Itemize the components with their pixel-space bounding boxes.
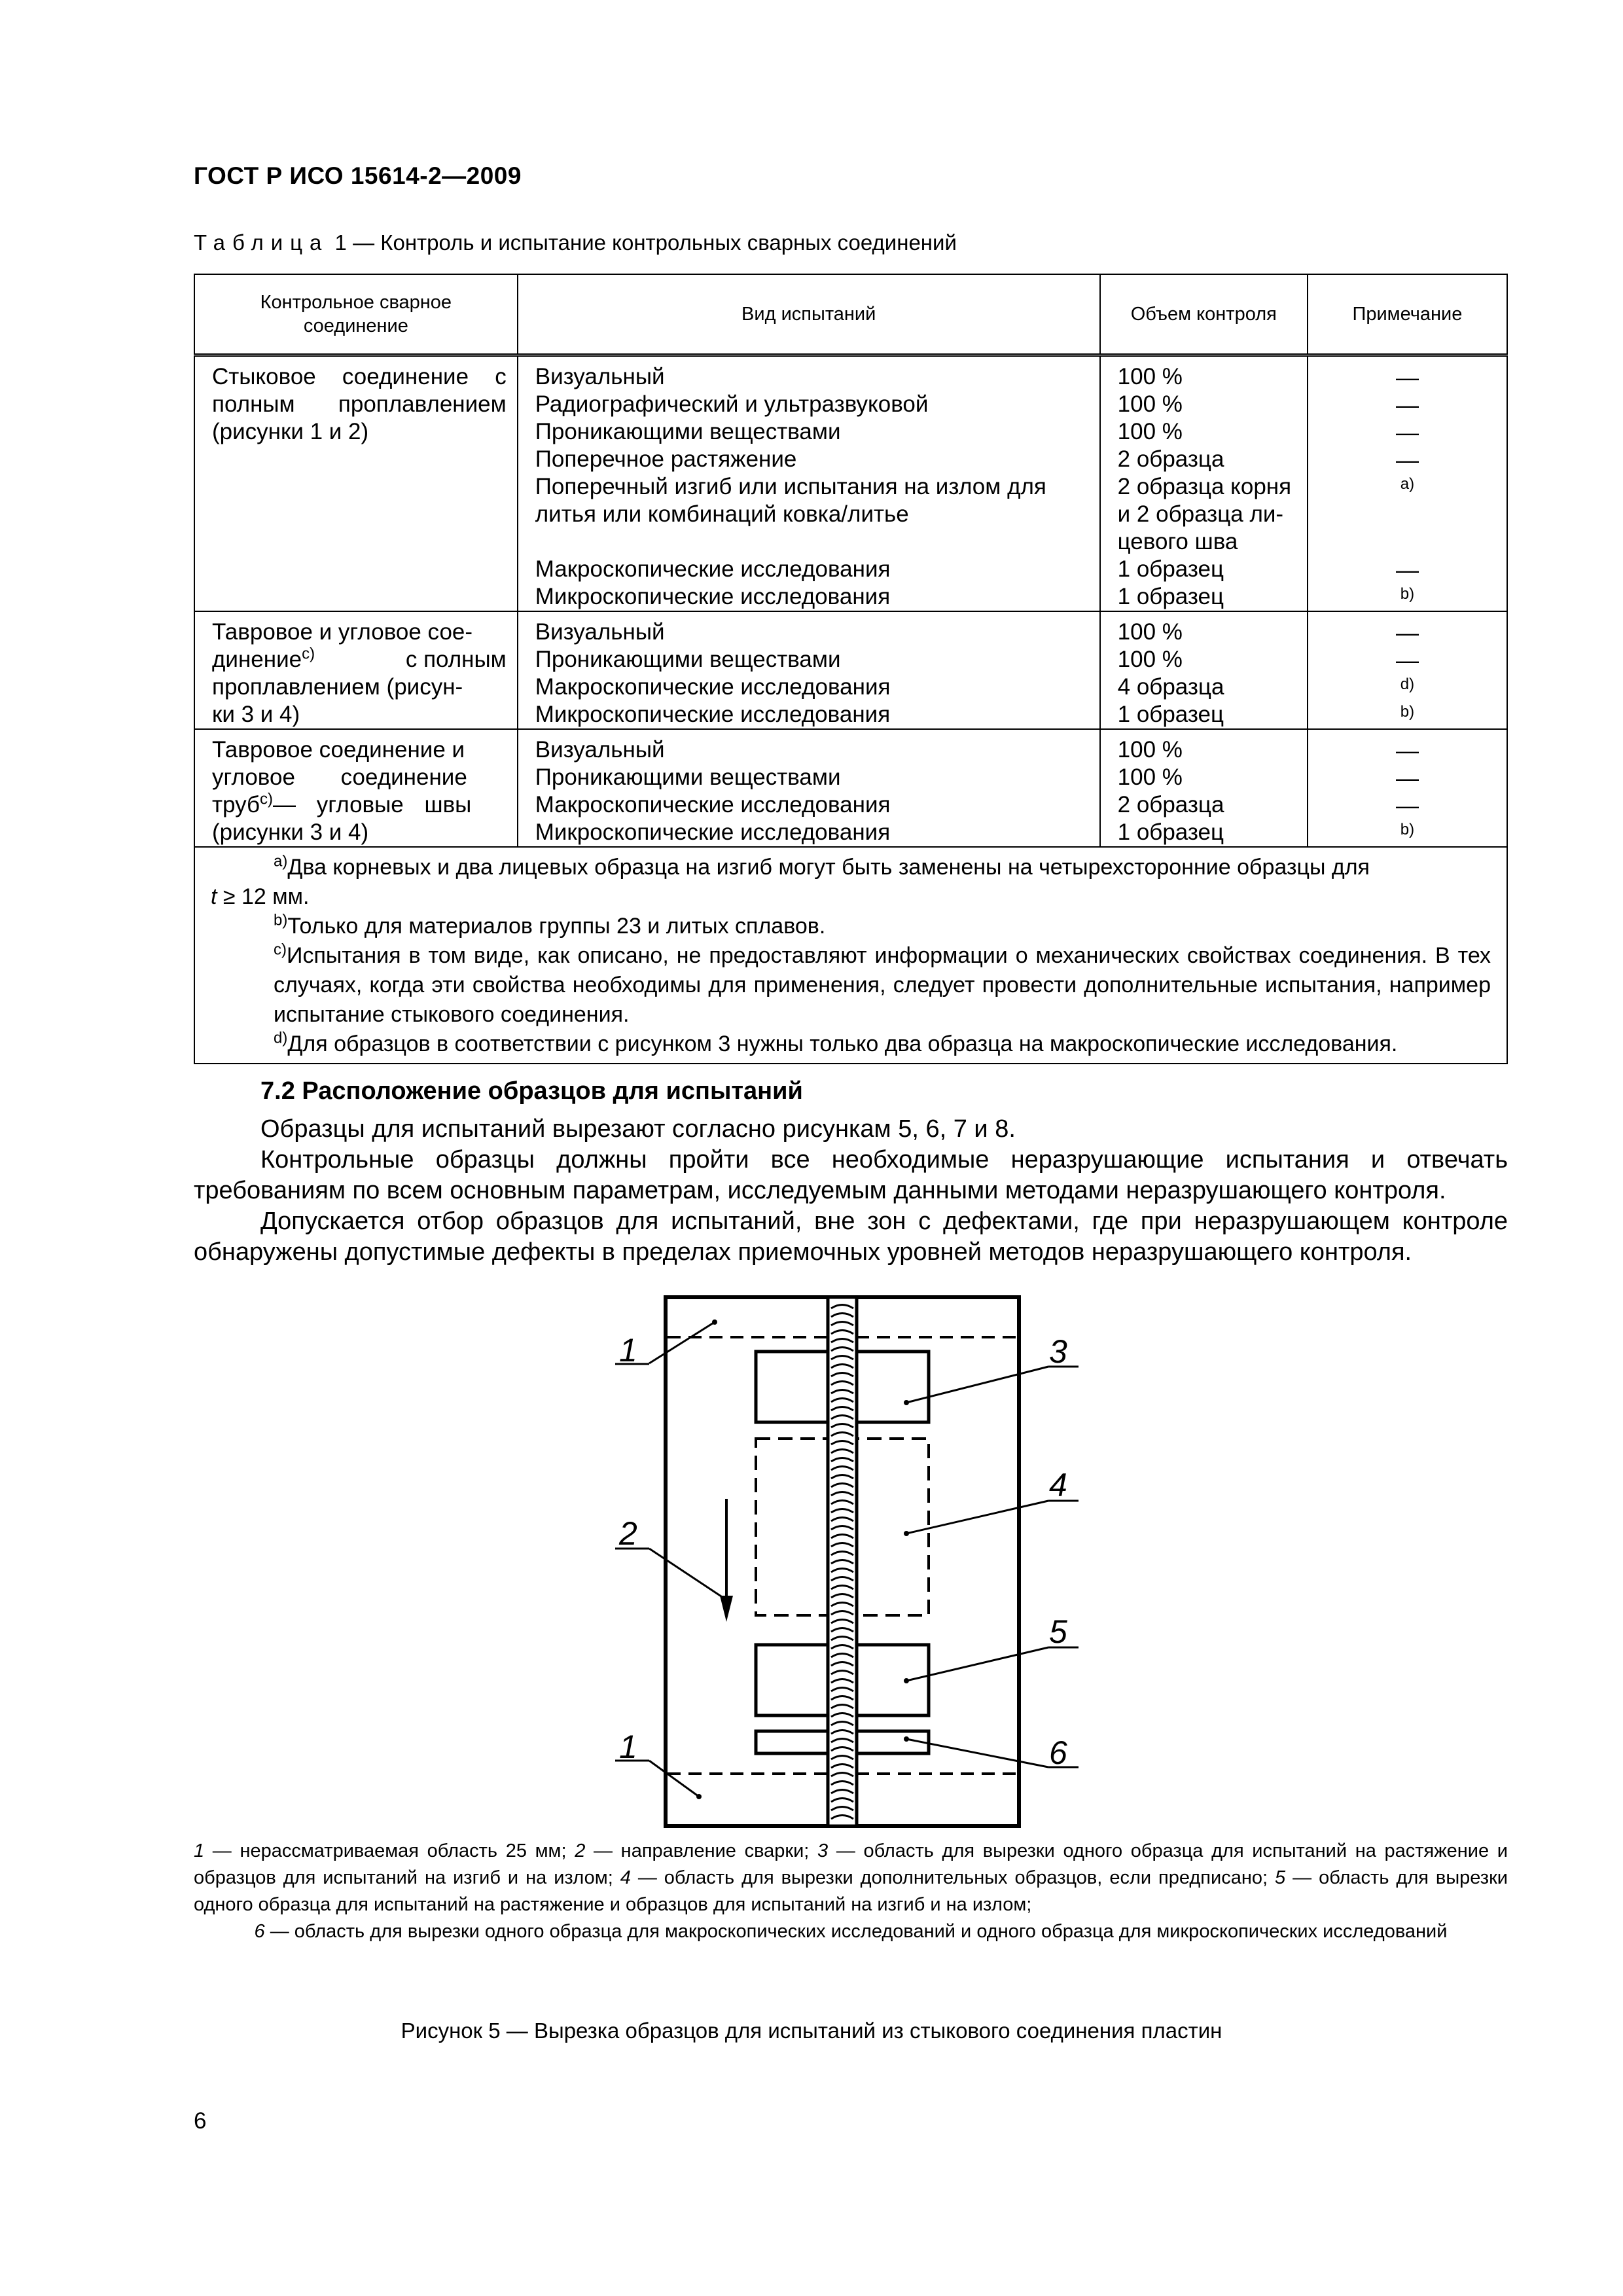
volume-item: 2 образца <box>1117 446 1224 472</box>
joint-text: динение <box>212 647 302 672</box>
volume-item: 100 % <box>1117 419 1183 444</box>
volume-item: 1 образец <box>1117 584 1224 609</box>
leader-dot <box>712 1319 717 1325</box>
joint-line: Тавровое и угловое сое- <box>212 619 473 645</box>
test-item: Макроскопические исследования <box>535 792 891 817</box>
legend-num: 6 <box>254 1921 265 1942</box>
test-item: Проникающими веществами <box>535 764 841 790</box>
page-number: 6 <box>194 2108 207 2134</box>
footnote-ref: c) <box>302 645 315 663</box>
legend-text: — область для вырезки дополнительных образцов, если предписано; <box>630 1867 1275 1888</box>
note-item: — <box>1395 393 1419 418</box>
volume-item: и 2 образца ли- <box>1117 501 1284 527</box>
test-item: Микроскопические исследования <box>535 819 891 845</box>
joint-line: (рисунки 3 и 4) <box>212 819 369 845</box>
footnote-text: Два корневых и два лицевых образца на изгиб могут быть заменены на четырехсторонние образцы для <box>287 855 1370 880</box>
note-item: — <box>1395 793 1419 819</box>
volume-item: 2 образца корня <box>1117 474 1292 499</box>
table-caption-prefix: Таблица <box>194 230 329 255</box>
paragraph: Допускается отбор образцов для испытаний, вне зон с дефектами, где при неразрушающем контроле обнаружены допустимые дефекты в пределах приемочных уровней методов неразрушающего контроля. <box>194 1208 1508 1266</box>
note-item: — <box>1395 648 1419 673</box>
label-3: 3 <box>1049 1333 1067 1370</box>
legend-text: — нерассматриваемая область 25 мм; <box>204 1840 575 1861</box>
volume-item: цевого шва <box>1117 529 1238 554</box>
legend-num: 5 <box>1275 1867 1286 1888</box>
volume-item: 100 % <box>1117 647 1183 672</box>
legend-num: 1 <box>194 1840 205 1861</box>
label-1-top: 1 <box>619 1332 637 1369</box>
note-item: b) <box>1400 821 1415 838</box>
footnote-var: t <box>211 884 217 909</box>
note-item: a) <box>1400 475 1415 493</box>
legend-text: — область для вырезки одного образца для испытаний на растяжение и образцов для испытаний на изгиб и на излом; <box>194 1867 1508 1915</box>
paragraph: Контрольные образцы должны пройти все необходимые неразрушающие испытания и отвечать требованиям по всем основным параметрам, исследуемым данными методами неразрушающего контроля. <box>194 1146 1508 1204</box>
volume-item: 100 % <box>1117 391 1183 417</box>
volume-item: 1 образец <box>1117 702 1224 727</box>
joint-text: труб <box>212 792 260 817</box>
test-item: Проникающими веществами <box>535 419 841 444</box>
legend-text: — область для вырезки одного образца для испытаний на растяжение и образцов для испытаний на изгиб и на излом; <box>194 1840 1508 1888</box>
label-2: 2 <box>619 1515 637 1552</box>
header-note: Примечание <box>1308 274 1507 355</box>
note-item: — <box>1395 420 1419 446</box>
note-item: b) <box>1400 585 1415 603</box>
legend-text: — область для вырезки одного образца для макроскопических исследований и одного образца для микроскопических исследований <box>264 1921 1448 1942</box>
legend-num: 4 <box>620 1867 631 1888</box>
document-header: ГОСТ Р ИСО 15614-2—2009 <box>194 162 522 189</box>
footnote-mark: b) <box>274 911 288 929</box>
note-item: — <box>1395 365 1419 391</box>
volume-item: 1 образец <box>1117 819 1224 845</box>
label-6: 6 <box>1049 1734 1067 1771</box>
label-1-bottom: 1 <box>619 1729 637 1765</box>
footnote-text: Испытания в том виде, как описано, не предоставляют информации о механических свойствах соединения. В тех случаях, когда эти свойства необходимы для применения, следует провести дополнительные испытания, например испытание стыкового соединения. <box>274 943 1491 1027</box>
test-item: Поперечное растяжение <box>535 446 797 472</box>
volume-item: 4 образца <box>1117 674 1224 700</box>
figure-caption: Рисунок 5 — Вырезка образцов для испытаний из стыкового соединения пластин <box>401 2018 1222 2043</box>
leader-1-top <box>649 1322 715 1363</box>
test-item: Микроскопические исследования <box>535 702 891 727</box>
note-item: — <box>1395 620 1419 646</box>
table-caption-text: 1 — Контроль и испытание контрольных сварных соединений <box>329 230 957 255</box>
note-item: d) <box>1400 675 1415 693</box>
test-item: Визуальный <box>535 364 665 389</box>
test-item: Проникающими веществами <box>535 647 841 672</box>
section-heading: 7.2 Расположение образцов для испытаний <box>260 1077 803 1105</box>
figure-legend <box>194 1838 1508 1945</box>
test-item: Визуальный <box>535 737 665 762</box>
volume-item: 100 % <box>1117 364 1183 389</box>
label-5: 5 <box>1049 1613 1067 1650</box>
row1-joint: Стыковое соединение с полным проплавлением (рисунки 1 и 2) <box>194 355 518 612</box>
legend-num: 3 <box>817 1840 829 1861</box>
joint-text: с полным <box>405 647 507 672</box>
joint-line: Тавровое соединение и <box>212 737 465 762</box>
paragraph: Образцы для испытаний вырезают согласно рисункам 5, 6, 7 и 8. <box>260 1115 1016 1143</box>
footnote-ref: c) <box>260 790 274 808</box>
volume-item: 100 % <box>1117 619 1183 645</box>
volume-item: 100 % <box>1117 764 1183 790</box>
note-item: — <box>1395 558 1419 583</box>
label-4: 4 <box>1049 1467 1067 1503</box>
volume-item: 2 образца <box>1117 792 1224 817</box>
footnote-mark: d) <box>274 1029 288 1047</box>
test-item: литья или комбинаций ковка/литье <box>535 501 909 527</box>
leader-dot <box>904 1531 909 1536</box>
footnote-text: Только для материалов группы 23 и литых сплавов. <box>287 914 826 939</box>
footnote-mark: a) <box>274 852 288 870</box>
note-item: b) <box>1400 703 1415 721</box>
volume-item: 100 % <box>1117 737 1183 762</box>
header-volume: Объем контроля <box>1100 274 1308 355</box>
test-item: Радиографический и ультразвуковой <box>535 391 929 417</box>
note-item: — <box>1395 738 1419 764</box>
test-item: Микроскопические исследования <box>535 584 891 609</box>
header-test-type: Вид испытаний <box>518 274 1100 355</box>
footnote-mark: c) <box>274 941 287 959</box>
joint-text: — угловые швы <box>273 792 472 817</box>
note-item: — <box>1395 448 1419 473</box>
leader-dot <box>904 1678 909 1683</box>
leader-1-bottom <box>649 1761 699 1797</box>
joint-line: угловое соединение <box>212 764 467 790</box>
test-item: Макроскопические исследования <box>535 674 891 700</box>
footnote-text: ≥ 12 мм. <box>217 884 310 909</box>
joint-line: проплавлением (рисун- <box>212 674 463 700</box>
footnote-text: Для образцов в соответствии с рисунком 3 нужны только два образца на макроскопические исследования. <box>287 1031 1398 1056</box>
leader-dot <box>904 1736 909 1742</box>
test-item: Поперечный изгиб или испытания на излом для <box>535 474 1046 499</box>
header-joint: Контрольное сварное соединение <box>194 274 518 355</box>
legend-num: 2 <box>575 1840 586 1861</box>
note-item: — <box>1395 766 1419 791</box>
volume-item: 1 образец <box>1117 556 1224 582</box>
legend-last <box>194 1918 1508 1945</box>
leader-2 <box>649 1549 725 1599</box>
legend-text: — направление сварки; <box>585 1840 818 1861</box>
leader-dot <box>696 1794 702 1799</box>
leader-dot <box>904 1400 909 1405</box>
direction-arrow-head <box>720 1596 733 1622</box>
joint-line: ки 3 и 4) <box>212 702 300 727</box>
test-item: Макроскопические исследования <box>535 556 891 582</box>
test-item: Визуальный <box>535 619 665 645</box>
